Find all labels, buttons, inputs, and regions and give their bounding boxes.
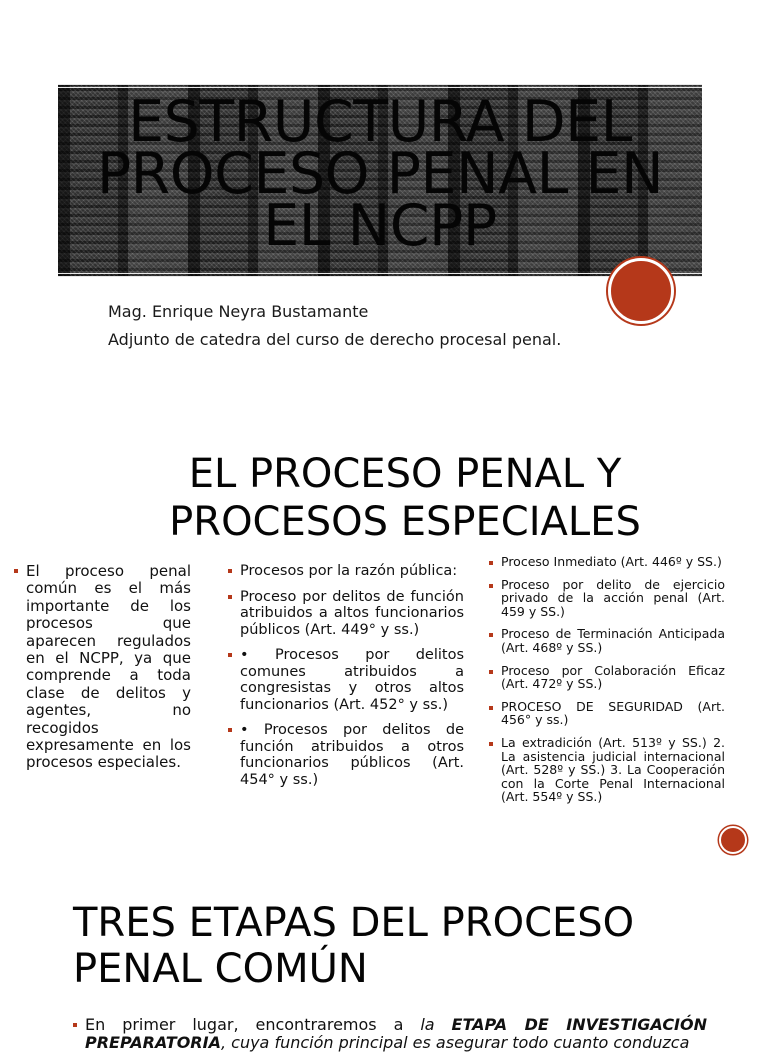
slide-title-heading: ESTRUCTURA DEL PROCESO PENAL EN EL NCPP bbox=[96, 89, 664, 259]
list-item: Proceso por delito de ejercicio privado de la acción penal (Art. 459 y SS.) bbox=[489, 578, 725, 619]
list-item: • Procesos por delitos comunes atribuidos a congresistas y otros altos funcionarios (Art. 452° y ss.) bbox=[228, 647, 464, 713]
slide-procesos bbox=[0, 420, 768, 870]
column-right-list bbox=[489, 555, 725, 813]
text-run-bold: ETAPA DE INVESTIGACIÓN PREPARATORIA bbox=[85, 1015, 708, 1052]
author-block bbox=[108, 298, 561, 354]
column-left-list bbox=[14, 563, 191, 772]
text-run-italic: , cuya función principal es asegurar todo cuanto conduzca bbox=[220, 1033, 690, 1052]
author-name: Mag. Enrique Neyra Bustamante bbox=[108, 302, 369, 321]
author-role: Adjunto de catedra del curso de derecho procesal penal. bbox=[108, 330, 562, 349]
text-run: En primer lugar, encontraremos a bbox=[85, 1015, 421, 1034]
decorative-circle-icon bbox=[719, 826, 747, 854]
paragraph bbox=[73, 1016, 707, 1052]
list-item: Proceso por delitos de función atribuidos a altos funcionarios públicos (Art. 449° y ss.) bbox=[228, 589, 464, 639]
list-item: Proceso Inmediato (Art. 446º y SS.) bbox=[489, 555, 725, 569]
text-run-italic: la bbox=[420, 1015, 452, 1034]
decorative-circle-icon bbox=[608, 258, 674, 324]
slide-etapas bbox=[0, 888, 768, 1052]
list-item: PROCESO DE SEGURIDAD (Art. 456° y ss.) bbox=[489, 700, 725, 727]
list-item: • Procesos por delitos de función atribuidos a otros funcionarios públicos (Art. 454° y ss.) bbox=[228, 722, 464, 788]
list-item: La extradición (Art. 513º y SS.) 2. La asistencia judicial internacional (Art. 528º y SS.) 3. La Cooperación con la Corte Penal Internacional (Art. 554º y SS.) bbox=[489, 736, 725, 804]
list-item: Procesos por la razón pública: bbox=[228, 563, 464, 580]
list-item: El proceso penal común es el más importante de los procesos que aparecen regulados en el NCPP, ya que comprende a toda clase de delitos y agentes, no recogidos expresamente en los procesos especiales. bbox=[14, 563, 191, 772]
slide-heading: EL PROCESO PENAL Y PROCESOS ESPECIALES bbox=[169, 451, 641, 545]
list-item: Proceso de Terminación Anticipada (Art. 468º y SS.) bbox=[489, 627, 725, 654]
column-middle-list bbox=[228, 563, 464, 797]
slide-heading: TRES ETAPAS DEL PROCESO PENAL COMÚN bbox=[73, 900, 635, 992]
list-item: Proceso por Colaboración Eficaz (Art. 472º y SS.) bbox=[489, 664, 725, 691]
slide-title bbox=[0, 0, 768, 400]
